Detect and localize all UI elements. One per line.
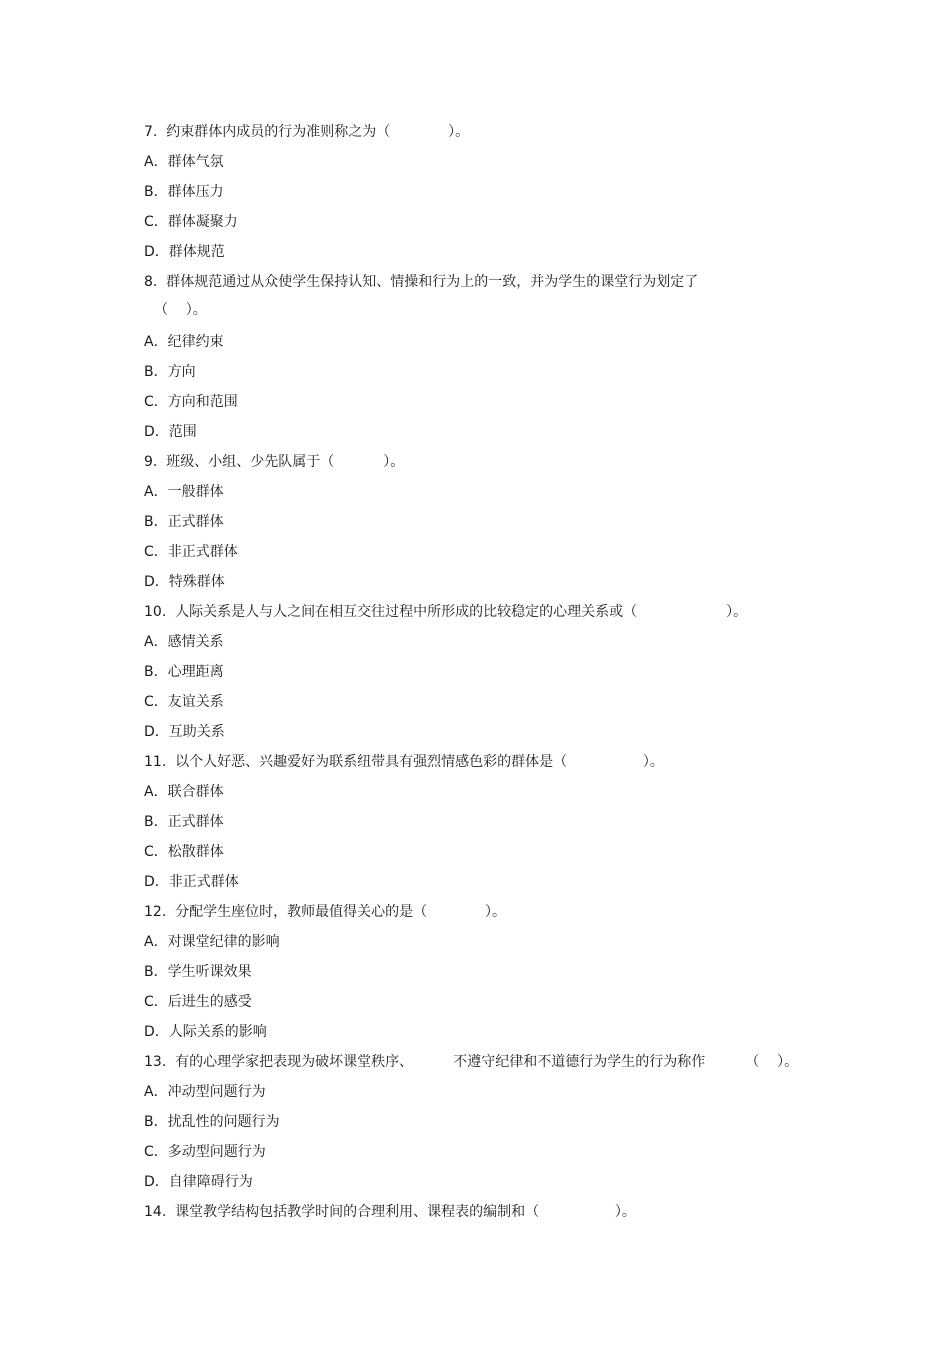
answer-option: D．非正式群体: [144, 874, 239, 890]
answer-option: A．一般群体: [144, 484, 224, 500]
answer-option: C．多动型问题行为: [144, 1144, 266, 1160]
answer-option: C．后进生的感受: [144, 994, 252, 1010]
answer-option: C．友谊关系: [144, 694, 224, 710]
answer-option: D．自律障碍行为: [144, 1174, 253, 1190]
answer-option: A．群体气氛: [144, 154, 224, 170]
question-stem: 8. 群体规范通过从众使学生保持认知、情操和行为上的一致，并为学生的课堂行为划定了: [144, 274, 699, 290]
question-stem: 7. 约束群体内成员的行为准则称之为（ ）。: [144, 124, 470, 140]
answer-option: B．正式群体: [144, 814, 224, 830]
question-stem: 14. 课堂教学结构包括教学时间的合理利用、课程表的编制和（ ）。: [144, 1204, 636, 1220]
answer-option: C．方向和范围: [144, 394, 238, 410]
answer-option: A．感情关系: [144, 634, 224, 650]
question-stem: 10. 人际关系是人与人之间在相互交往过程中所形成的比较稳定的心理关系或（ ）。: [144, 604, 748, 620]
answer-option: B．方向: [144, 364, 196, 380]
answer-option: C．松散群体: [144, 844, 224, 860]
answer-option: B．扰乱性的问题行为: [144, 1114, 280, 1130]
answer-option: D．群体规范: [144, 244, 225, 260]
answer-option: B．群体压力: [144, 184, 224, 200]
answer-option: D．范围: [144, 424, 197, 440]
question-stem-continuation: （ ）。: [154, 302, 207, 318]
answer-option: C．群体凝聚力: [144, 214, 238, 230]
answer-option: C．非正式群体: [144, 544, 238, 560]
answer-option: A．纪律约束: [144, 334, 224, 350]
question-stem: 9. 班级、小组、少先队属于（ ）。: [144, 454, 405, 470]
question-stem: 12. 分配学生座位时，教师最值得关心的是（ ）。: [144, 904, 507, 920]
answer-option: A．冲动型问题行为: [144, 1084, 266, 1100]
question-stem: 11. 以个人好恶、兴趣爱好为联系纽带具有强烈情感色彩的群体是（ ）。: [144, 754, 664, 770]
answer-option: B．心理距离: [144, 664, 224, 680]
answer-option: A．对课堂纪律的影响: [144, 934, 280, 950]
answer-option: A．联合群体: [144, 784, 224, 800]
question-stem: 13. 有的心理学家把表现为破坏课堂秩序、 不遵守纪律和不道德行为学生的行为称作 （ ）。: [144, 1054, 799, 1070]
answer-option: D．特殊群体: [144, 574, 225, 590]
answer-option: D．人际关系的影响: [144, 1024, 267, 1040]
answer-option: B．学生听课效果: [144, 964, 252, 980]
answer-option: D．互助关系: [144, 724, 225, 740]
answer-option: B．正式群体: [144, 514, 224, 530]
